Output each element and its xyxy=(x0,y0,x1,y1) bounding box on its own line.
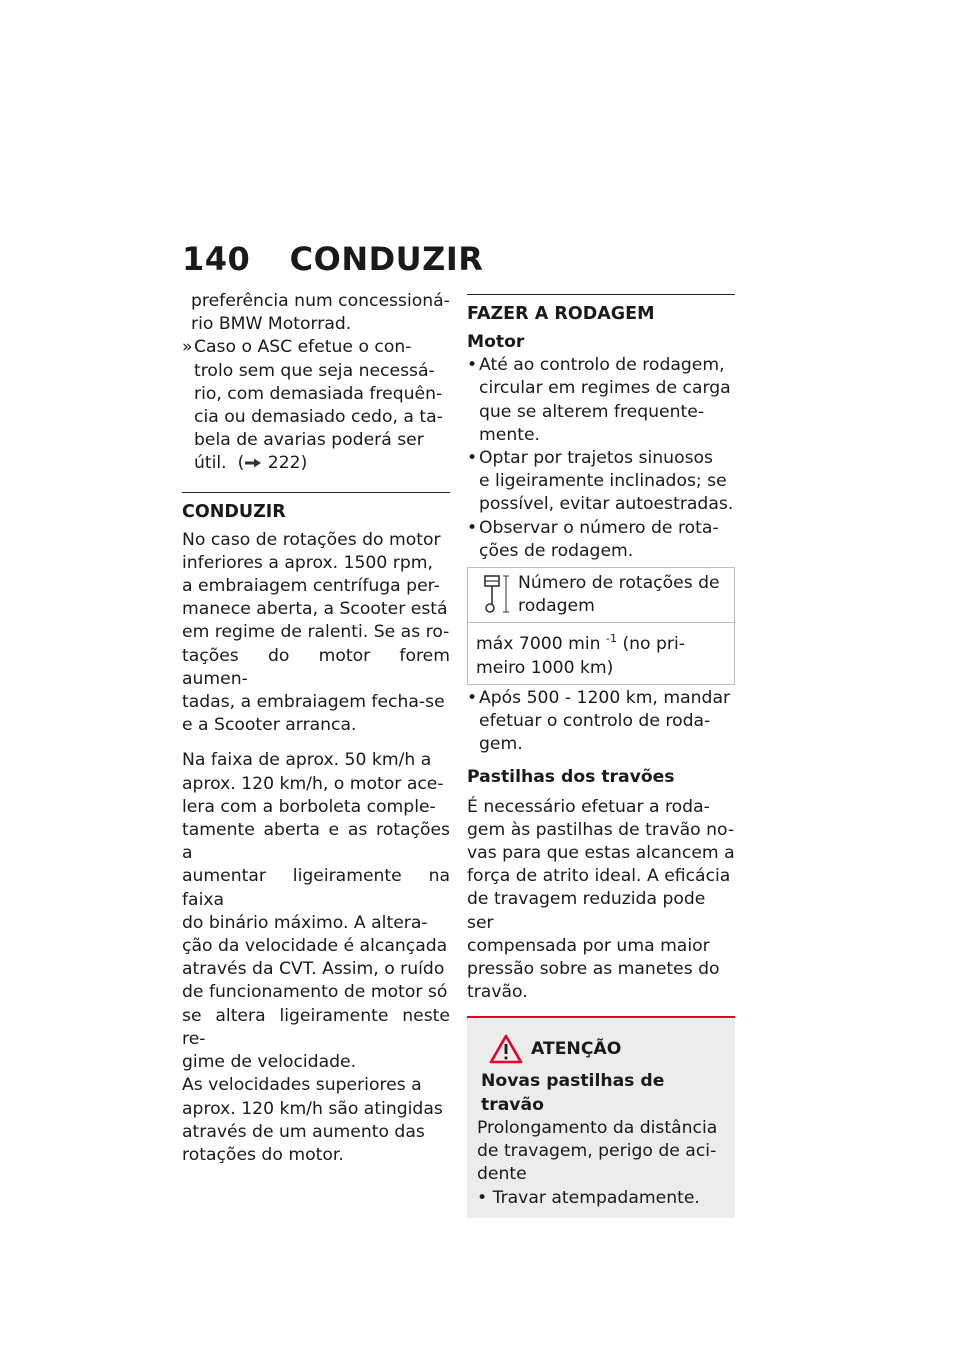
spec-label xyxy=(512,572,720,618)
text-line: gem. xyxy=(479,734,523,755)
page-header xyxy=(182,240,483,278)
text-line: meiro 1000 km) xyxy=(476,657,614,678)
text-line-with-reference: útil. ( 222) xyxy=(194,453,308,474)
spec-header xyxy=(468,568,734,623)
text-line: compensada por uma maior xyxy=(467,935,710,956)
text-line: aprox. 120 km/h são atingidas xyxy=(182,1098,443,1119)
text-line: bela de avarias poderá ser xyxy=(194,430,424,451)
text-line: Número de rotações de xyxy=(518,573,720,594)
bullet-item xyxy=(467,687,735,757)
spec-value xyxy=(468,623,734,683)
text-line: Optar por trajetos sinuosos xyxy=(479,448,714,469)
text-line: trolo sem que seja necessá- xyxy=(194,360,435,381)
warning-action: • Travar atempadamente. xyxy=(477,1187,700,1208)
warning-box xyxy=(467,1016,735,1217)
text-line: inferiores a aprox. 1500 rpm, xyxy=(182,552,433,573)
engine-speed-icon xyxy=(480,572,512,616)
text-line: que se alterem frequente- xyxy=(479,401,705,422)
text-line: e a Scooter arranca. xyxy=(182,715,357,736)
text-line: rio BMW Motorrad. xyxy=(191,314,352,335)
section-title: CONDUZIR xyxy=(182,501,286,522)
text-line: através de um aumento das xyxy=(182,1121,425,1142)
text-line: circular em regimes de carga xyxy=(479,378,731,399)
text-line: rotações do motor. xyxy=(182,1144,344,1165)
bullet-item xyxy=(467,447,735,517)
text-line: Prolongamento da distância xyxy=(477,1117,718,1138)
page-number: 140 xyxy=(182,240,251,278)
bullet-marker: • xyxy=(467,687,478,708)
list-marker: » xyxy=(182,337,193,358)
left-column xyxy=(182,290,450,1167)
text-line: e ligeiramente inclinados; se xyxy=(479,471,727,492)
text-line: Após 500 - 1200 km, mandar xyxy=(479,687,731,708)
text-line: preferência num concessioná- xyxy=(191,291,450,311)
chapter-title: CONDUZIR xyxy=(289,240,484,278)
text-line: dente xyxy=(477,1164,527,1185)
text-line: de funcionamento de motor só xyxy=(182,982,448,1003)
text-line: tadas, a embraiagem fecha-se xyxy=(182,692,445,713)
bullet-item xyxy=(467,354,735,447)
text-line: É necessário efetuar a roda- xyxy=(467,796,710,817)
paragraph xyxy=(467,796,735,1005)
text-line: em regime de ralenti. Se as ro- xyxy=(182,622,450,643)
page-reference-link[interactable]: 222 xyxy=(267,453,301,474)
text-line: Na faixa de aprox. 50 km/h a xyxy=(182,750,432,771)
text-line: ção da velocidade é alcançada xyxy=(182,936,448,957)
text-line: lera com a borboleta comple- xyxy=(182,796,436,817)
text-line: mente. xyxy=(479,424,540,445)
text-line: Até ao controlo de rodagem, xyxy=(479,355,725,376)
text-line: Caso o ASC efetue o con- xyxy=(194,337,412,358)
text-line: tamente aberta e as rotações a xyxy=(182,820,450,864)
warning-subtitle: Novas pastilhas de travão xyxy=(481,1071,665,1115)
text-line: travão. xyxy=(467,982,528,1003)
subsection-title: Pastilhas dos travões xyxy=(467,767,675,788)
text-line: vas para que estas alcancem a xyxy=(467,843,735,864)
text-line: de travagem, perigo de aci- xyxy=(477,1141,717,1162)
text-line: No caso de rotações do motor xyxy=(182,529,441,550)
text-line: manece aberta, a Scooter está xyxy=(182,599,448,620)
text-line: gem às pastilhas de travão no- xyxy=(467,819,735,840)
text-line: pressão sobre as manetes do xyxy=(467,959,720,980)
warning-title: ATENÇÃO xyxy=(531,1038,622,1059)
bullet-marker: • xyxy=(467,355,478,376)
paragraph xyxy=(182,749,450,1167)
bullet-marker: • xyxy=(467,517,478,538)
text-line: ções de rodagem. xyxy=(479,540,634,561)
section-divider xyxy=(467,294,735,327)
warning-header xyxy=(477,1034,725,1064)
paragraph xyxy=(182,529,450,738)
section-title: FAZER A RODAGEM xyxy=(467,304,655,324)
text-line: rodagem xyxy=(518,596,595,617)
text-line: As velocidades superiores a xyxy=(182,1075,422,1096)
text-line: gime de velocidade. xyxy=(182,1052,357,1073)
text-line: a embraiagem centrífuga per- xyxy=(182,576,440,597)
warning-triangle-icon xyxy=(489,1034,523,1064)
text-line: de travagem reduzida pode ser xyxy=(467,889,706,933)
text-line: se altera ligeiramente neste re- xyxy=(182,1005,450,1049)
page-reference-arrow-icon xyxy=(244,457,262,469)
text-line: do binário máximo. A altera- xyxy=(182,912,428,933)
text-line: possível, evitar autoestradas. xyxy=(479,494,734,515)
text-line: tações do motor forem aumen- xyxy=(182,645,450,689)
text-line: máx 7000 min $^{-1}$ (no pri- xyxy=(476,632,685,655)
text-line: rio, com demasiada frequên- xyxy=(194,383,443,404)
bullet-marker: • xyxy=(467,448,478,469)
right-column xyxy=(467,290,735,1218)
text-line: efetuar o controlo de roda- xyxy=(479,711,711,732)
text-line: cia ou demasiado cedo, a ta- xyxy=(194,407,443,428)
asc-note-item xyxy=(182,336,450,475)
bullet-item xyxy=(467,517,735,563)
text-line: força de atrito ideal. A eficácia xyxy=(467,866,731,887)
text-line: aprox. 120 km/h, o motor ace- xyxy=(182,773,444,794)
text-line: aumentar ligeiramente na faixa xyxy=(182,866,450,910)
continued-text xyxy=(182,290,450,336)
text-line: através da CVT. Assim, o ruído xyxy=(182,959,445,980)
spec-table xyxy=(467,567,735,685)
section-divider xyxy=(182,492,450,525)
text-line: Observar o número de rota- xyxy=(479,517,719,538)
subsection-title: Motor xyxy=(467,332,525,352)
